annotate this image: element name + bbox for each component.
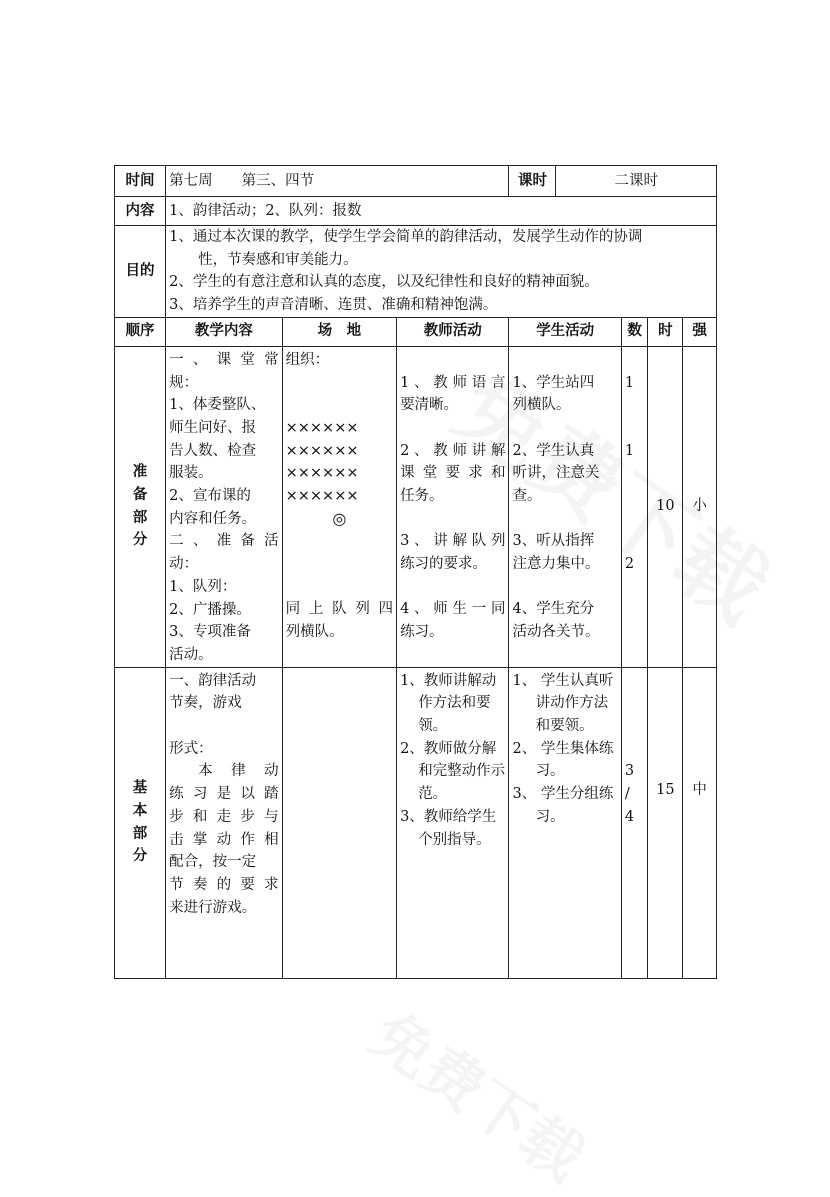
col-order: 顺序 bbox=[115, 317, 166, 346]
formation-row-4: ×××××× bbox=[285, 488, 359, 504]
col-intensity: 强 bbox=[683, 317, 717, 346]
col-time: 时 bbox=[648, 317, 683, 346]
basic-count: 3 / 4 bbox=[621, 667, 648, 978]
goal-1: 1、通过本次课的教学，使学生学会简单的韵律活动，发展学生动作的协调 bbox=[169, 229, 643, 245]
goals-label: 目的 bbox=[115, 226, 166, 318]
basic-time: 15 bbox=[648, 667, 683, 978]
content-row bbox=[115, 197, 717, 226]
prep-label: 准 备 部 分 bbox=[115, 346, 166, 667]
time-label: 时间 bbox=[115, 166, 166, 197]
col-count: 数 bbox=[621, 317, 648, 346]
basic-teacher-2: 2、教师做分解和完整动作示范。 bbox=[400, 740, 506, 803]
basic-intensity: 中 bbox=[683, 667, 717, 978]
prep-student: 1、学生站四 列横队。 2、学生认真 听讲，注意关 查。 3、听从指挥 注意力集中。 4、学生充分 活动各关节。 bbox=[509, 346, 621, 667]
basic-row bbox=[115, 667, 717, 978]
period-label: 课时 bbox=[509, 166, 556, 197]
formation-row-3: ×××××× bbox=[285, 465, 359, 482]
formation-row-2: ×××××× bbox=[285, 442, 359, 459]
prep-time: 10 bbox=[648, 346, 683, 667]
lesson-plan-table bbox=[114, 165, 717, 979]
col-student: 学生活动 bbox=[509, 317, 621, 346]
prep-count: 1 1 2 bbox=[621, 346, 648, 667]
column-header-row bbox=[115, 317, 717, 346]
time-value: 第七周 第三、四节 bbox=[166, 166, 509, 197]
content-label: 内容 bbox=[115, 197, 166, 226]
goal-2: 2、学生的有意注意和认真的态度，以及纪律性和良好的精神面貌。 bbox=[169, 274, 599, 291]
basic-label: 基 本 部 分 bbox=[115, 667, 166, 978]
goal-1-cont: 性，节奏感和审美能力。 bbox=[198, 251, 358, 268]
content-value: 1、韵律活动；2、队列：报数 bbox=[166, 197, 717, 226]
prep-content: 一、课堂常 规： 1、体委整队、 师生问好、报 告人数、检查 服装。 2、宣布课的 内容和任务。 二、准备活 动： 1、队列： 2、广播操。 3、专项准备 活动。 bbox=[166, 346, 283, 667]
basic-content: 一、韵律活动 节奏，游戏 形式： 本律动 练习是以踏 步和走步与 击掌动作相 配合，按一定 节奏的要求 来进行游戏。 bbox=[166, 667, 283, 978]
col-venue: 场 地 bbox=[282, 317, 396, 346]
basic-student-3: 3、 学生分组练习。 bbox=[512, 786, 614, 825]
time-row bbox=[115, 166, 717, 197]
prep-intensity: 小 bbox=[683, 346, 717, 667]
basic-teacher-3: 3、教师给学生个别指导。 bbox=[400, 808, 497, 848]
basic-student bbox=[509, 667, 621, 978]
goal-3: 3、培养学生的声音清晰、连贯、准确和精神饱满。 bbox=[169, 297, 498, 314]
prep-teacher: 1、教师语言 要清晰。 2、教师讲解 课堂要求和 任务。 3、讲解队列 练习的要求。 4、师生一同 练习。 bbox=[397, 346, 509, 667]
formation-row-1: ×××××× bbox=[285, 419, 359, 436]
prep-row bbox=[115, 346, 717, 667]
watermark-bottom bbox=[357, 989, 603, 1197]
col-teacher: 教师活动 bbox=[397, 317, 509, 346]
goals-value bbox=[166, 226, 717, 318]
goals-row bbox=[115, 226, 717, 318]
basic-teacher-1: 1、教师讲解动作方法和要领。 bbox=[400, 672, 497, 735]
prep-venue: 组织： ×××××× ×××××× ×××××× ×××××× ◎ 同上队列四 列横队。 bbox=[282, 346, 396, 667]
basic-student-2: 2、 学生集体练习。 bbox=[512, 740, 614, 780]
col-teaching-content: 教学内容 bbox=[166, 317, 283, 346]
teacher-position-mark: ◎ bbox=[332, 508, 347, 528]
basic-student-1: 1、 学生认真听讲动作方法和要领。 bbox=[512, 672, 614, 735]
basic-teacher bbox=[397, 667, 509, 978]
period-value: 二课时 bbox=[556, 166, 717, 197]
basic-venue bbox=[282, 667, 396, 978]
